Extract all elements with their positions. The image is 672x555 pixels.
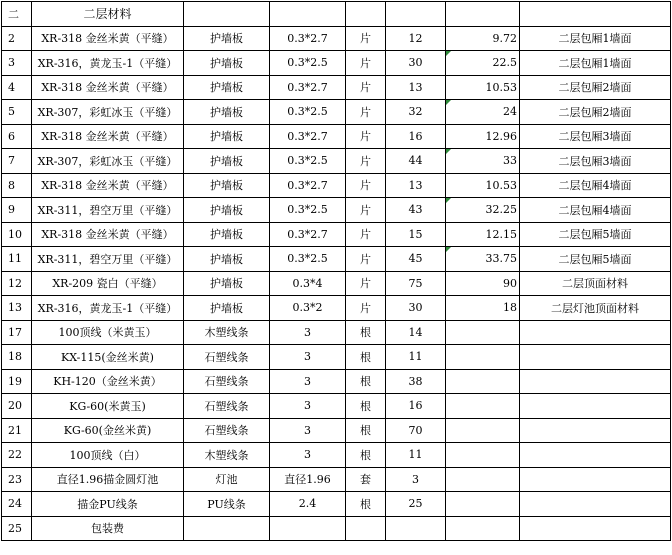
material-spec[interactable]: 0.3*2.5 bbox=[270, 149, 346, 174]
table-row bbox=[2, 26, 671, 51]
material-type[interactable] bbox=[184, 516, 270, 541]
amount-cell[interactable] bbox=[446, 516, 520, 541]
quantity-cell[interactable]: 13 bbox=[386, 75, 446, 100]
amount-cell[interactable]: 33.75 bbox=[446, 247, 520, 272]
material-name[interactable]: 直径1.96描金圆灯池 bbox=[32, 467, 184, 492]
quantity-cell[interactable]: 11 bbox=[386, 345, 446, 370]
material-spec[interactable]: 0.3*2.5 bbox=[270, 51, 346, 76]
table-row bbox=[2, 369, 671, 394]
amount-cell[interactable]: 10.53 bbox=[446, 173, 520, 198]
table-row bbox=[2, 198, 671, 223]
section-index[interactable]: 二 bbox=[2, 2, 32, 27]
material-type[interactable]: 石塑线条 bbox=[184, 418, 270, 443]
material-type[interactable]: 石塑线条 bbox=[184, 345, 270, 370]
material-spec[interactable]: 0.3*2.5 bbox=[270, 247, 346, 272]
material-name[interactable]: KG-60(米黄玉) bbox=[32, 394, 184, 419]
material-spec[interactable]: 直径1.96 bbox=[270, 467, 346, 492]
amount-cell[interactable] bbox=[446, 492, 520, 517]
row-number[interactable]: 2 bbox=[2, 26, 32, 51]
location-cell[interactable]: 二层顶面材料 bbox=[520, 271, 671, 296]
location-cell[interactable] bbox=[520, 394, 671, 419]
comment-indicator-icon bbox=[446, 51, 451, 56]
material-type[interactable]: 木塑线条 bbox=[184, 443, 270, 468]
location-cell[interactable]: 二层包厢2墙面 bbox=[520, 100, 671, 125]
material-name[interactable]: 100顶线（白） bbox=[32, 443, 184, 468]
material-spec[interactable]: 0.3*2 bbox=[270, 296, 346, 321]
unit-cell[interactable]: 片 bbox=[346, 198, 386, 223]
row-number[interactable]: 7 bbox=[2, 149, 32, 174]
quantity-cell[interactable]: 12 bbox=[386, 26, 446, 51]
row-number[interactable]: 10 bbox=[2, 222, 32, 247]
amount-cell[interactable] bbox=[446, 443, 520, 468]
quantity-cell[interactable]: 30 bbox=[386, 51, 446, 76]
location-cell[interactable]: 二层包厢3墙面 bbox=[520, 124, 671, 149]
material-type[interactable]: 护墙板 bbox=[184, 149, 270, 174]
material-type[interactable]: 护墙板 bbox=[184, 26, 270, 51]
material-name[interactable]: 描金PU线条 bbox=[32, 492, 184, 517]
row-number[interactable]: 18 bbox=[2, 345, 32, 370]
table-row bbox=[2, 418, 671, 443]
location-cell[interactable] bbox=[520, 345, 671, 370]
row-number[interactable]: 20 bbox=[2, 394, 32, 419]
unit-cell[interactable]: 片 bbox=[346, 51, 386, 76]
row-number[interactable]: 23 bbox=[2, 467, 32, 492]
unit-cell[interactable]: 片 bbox=[346, 222, 386, 247]
empty-cell[interactable] bbox=[346, 2, 386, 27]
material-type[interactable]: 护墙板 bbox=[184, 296, 270, 321]
location-cell[interactable]: 二层包厢5墙面 bbox=[520, 247, 671, 272]
comment-indicator-icon bbox=[446, 100, 451, 105]
material-spec[interactable]: 3 bbox=[270, 418, 346, 443]
empty-cell[interactable] bbox=[270, 2, 346, 27]
material-name[interactable]: 包装费 bbox=[32, 516, 184, 541]
row-number[interactable]: 19 bbox=[2, 369, 32, 394]
materials-table bbox=[1, 1, 671, 541]
material-spec[interactable]: 0.3*2.7 bbox=[270, 222, 346, 247]
unit-cell[interactable]: 片 bbox=[346, 26, 386, 51]
row-number[interactable]: 25 bbox=[2, 516, 32, 541]
material-name[interactable]: KX-115(金丝米黄) bbox=[32, 345, 184, 370]
row-number[interactable]: 21 bbox=[2, 418, 32, 443]
location-cell[interactable]: 二层包厢2墙面 bbox=[520, 75, 671, 100]
table-row bbox=[2, 443, 671, 468]
row-number[interactable]: 9 bbox=[2, 198, 32, 223]
location-cell[interactable]: 二层包厢4墙面 bbox=[520, 198, 671, 223]
material-spec[interactable]: 3 bbox=[270, 320, 346, 345]
quantity-cell[interactable]: 45 bbox=[386, 247, 446, 272]
material-name[interactable]: KG-60(金丝米黄) bbox=[32, 418, 184, 443]
table-row bbox=[2, 467, 671, 492]
location-cell[interactable]: 二层包厢1墙面 bbox=[520, 51, 671, 76]
quantity-cell[interactable]: 44 bbox=[386, 149, 446, 174]
material-name[interactable]: XR-316，黄龙玉-1（平缝） bbox=[32, 296, 184, 321]
table-row bbox=[2, 247, 671, 272]
table-row bbox=[2, 75, 671, 100]
location-cell[interactable] bbox=[520, 516, 671, 541]
material-name[interactable]: XR-307，彩虹冰玉（平缝） bbox=[32, 149, 184, 174]
amount-cell[interactable]: 18 bbox=[446, 296, 520, 321]
quantity-cell[interactable]: 14 bbox=[386, 320, 446, 345]
table-row bbox=[2, 100, 671, 125]
amount-cell[interactable] bbox=[446, 394, 520, 419]
comment-indicator-icon bbox=[446, 149, 451, 154]
material-name[interactable]: XR-318 金丝米黄（平缝） bbox=[32, 124, 184, 149]
empty-cell[interactable] bbox=[386, 2, 446, 27]
row-number[interactable]: 11 bbox=[2, 247, 32, 272]
amount-cell[interactable] bbox=[446, 467, 520, 492]
quantity-cell[interactable]: 13 bbox=[386, 173, 446, 198]
amount-cell[interactable]: 24 bbox=[446, 100, 520, 125]
location-cell[interactable] bbox=[520, 320, 671, 345]
material-type[interactable]: 护墙板 bbox=[184, 173, 270, 198]
table-row bbox=[2, 516, 671, 541]
material-spec[interactable]: 0.3*2.7 bbox=[270, 26, 346, 51]
amount-cell[interactable] bbox=[446, 320, 520, 345]
location-cell[interactable]: 二层包厢5墙面 bbox=[520, 222, 671, 247]
table-row bbox=[2, 296, 671, 321]
quantity-cell[interactable]: 43 bbox=[386, 198, 446, 223]
material-type[interactable]: 护墙板 bbox=[184, 247, 270, 272]
material-type[interactable]: 灯池 bbox=[184, 467, 270, 492]
amount-cell[interactable]: 22.5 bbox=[446, 51, 520, 76]
material-spec[interactable]: 0.3*2.5 bbox=[270, 100, 346, 125]
location-cell[interactable]: 二层包厢3墙面 bbox=[520, 149, 671, 174]
quantity-cell[interactable] bbox=[386, 516, 446, 541]
row-number[interactable]: 22 bbox=[2, 443, 32, 468]
material-type[interactable]: 石塑线条 bbox=[184, 394, 270, 419]
quantity-cell[interactable]: 38 bbox=[386, 369, 446, 394]
section-title[interactable]: 二层材料 bbox=[32, 2, 184, 27]
amount-cell[interactable]: 10.53 bbox=[446, 75, 520, 100]
amount-cell[interactable]: 32.25 bbox=[446, 198, 520, 223]
material-spec[interactable]: 0.3*2.7 bbox=[270, 173, 346, 198]
unit-cell[interactable] bbox=[346, 516, 386, 541]
material-spec[interactable]: 3 bbox=[270, 345, 346, 370]
quantity-cell[interactable]: 25 bbox=[386, 492, 446, 517]
location-cell[interactable] bbox=[520, 418, 671, 443]
empty-cell[interactable] bbox=[446, 2, 520, 27]
amount-cell[interactable]: 90 bbox=[446, 271, 520, 296]
amount-cell[interactable]: 33 bbox=[446, 149, 520, 174]
table-row bbox=[2, 51, 671, 76]
unit-cell[interactable]: 片 bbox=[346, 173, 386, 198]
location-cell[interactable] bbox=[520, 467, 671, 492]
row-number[interactable]: 4 bbox=[2, 75, 32, 100]
row-number[interactable]: 13 bbox=[2, 296, 32, 321]
material-spec[interactable]: 0.3*2.7 bbox=[270, 124, 346, 149]
location-cell[interactable] bbox=[520, 369, 671, 394]
unit-cell[interactable]: 根 bbox=[346, 320, 386, 345]
material-name[interactable]: XR-318 金丝米黄（平缝） bbox=[32, 173, 184, 198]
material-name[interactable]: XR-307，彩虹冰玉（平缝） bbox=[32, 100, 184, 125]
material-type[interactable]: 护墙板 bbox=[184, 271, 270, 296]
row-number[interactable]: 24 bbox=[2, 492, 32, 517]
unit-cell[interactable]: 片 bbox=[346, 75, 386, 100]
material-name[interactable]: 100顶线（米黄玉） bbox=[32, 320, 184, 345]
amount-cell[interactable] bbox=[446, 369, 520, 394]
unit-cell[interactable]: 根 bbox=[346, 369, 386, 394]
location-cell[interactable]: 二层包厢1墙面 bbox=[520, 26, 671, 51]
material-type[interactable]: 护墙板 bbox=[184, 198, 270, 223]
unit-cell[interactable]: 片 bbox=[346, 149, 386, 174]
unit-cell[interactable]: 根 bbox=[346, 394, 386, 419]
row-number[interactable]: 6 bbox=[2, 124, 32, 149]
quantity-cell[interactable]: 11 bbox=[386, 443, 446, 468]
material-type[interactable]: 护墙板 bbox=[184, 51, 270, 76]
material-name[interactable]: XR-311，碧空万里（平缝） bbox=[32, 247, 184, 272]
location-cell[interactable] bbox=[520, 443, 671, 468]
material-name[interactable]: KH-120（金丝米黄） bbox=[32, 369, 184, 394]
table-row bbox=[2, 271, 671, 296]
quantity-cell[interactable]: 16 bbox=[386, 394, 446, 419]
material-name[interactable]: XR-318 金丝米黄（平缝） bbox=[32, 26, 184, 51]
location-cell[interactable]: 二层灯池顶面材料 bbox=[520, 296, 671, 321]
unit-cell[interactable]: 片 bbox=[346, 124, 386, 149]
unit-cell[interactable]: 片 bbox=[346, 271, 386, 296]
material-type[interactable]: 木塑线条 bbox=[184, 320, 270, 345]
location-cell[interactable]: 二层包厢4墙面 bbox=[520, 173, 671, 198]
material-type[interactable]: 护墙板 bbox=[184, 124, 270, 149]
row-number[interactable]: 17 bbox=[2, 320, 32, 345]
unit-cell[interactable]: 根 bbox=[346, 418, 386, 443]
unit-cell[interactable]: 根 bbox=[346, 443, 386, 468]
material-spec[interactable] bbox=[270, 516, 346, 541]
amount-cell[interactable]: 12.96 bbox=[446, 124, 520, 149]
row-number[interactable]: 5 bbox=[2, 100, 32, 125]
unit-cell[interactable]: 根 bbox=[346, 345, 386, 370]
row-number[interactable]: 3 bbox=[2, 51, 32, 76]
material-type[interactable]: 石塑线条 bbox=[184, 369, 270, 394]
comment-indicator-icon bbox=[446, 198, 451, 203]
material-name[interactable]: XR-209 瓷白（平缝） bbox=[32, 271, 184, 296]
section-header-row bbox=[2, 2, 671, 27]
unit-cell[interactable]: 根 bbox=[346, 492, 386, 517]
table-row bbox=[2, 222, 671, 247]
table-row bbox=[2, 394, 671, 419]
amount-cell[interactable] bbox=[446, 345, 520, 370]
table-row bbox=[2, 345, 671, 370]
quantity-cell[interactable]: 3 bbox=[386, 467, 446, 492]
material-spec[interactable]: 0.3*2.5 bbox=[270, 198, 346, 223]
table-row bbox=[2, 173, 671, 198]
quantity-cell[interactable]: 32 bbox=[386, 100, 446, 125]
row-number[interactable]: 12 bbox=[2, 271, 32, 296]
material-spec[interactable]: 3 bbox=[270, 369, 346, 394]
amount-cell[interactable]: 9.72 bbox=[446, 26, 520, 51]
empty-cell[interactable] bbox=[520, 2, 671, 27]
material-type[interactable]: PU线条 bbox=[184, 492, 270, 517]
table-row bbox=[2, 124, 671, 149]
material-name[interactable]: XR-318 金丝米黄（平缝） bbox=[32, 75, 184, 100]
quantity-cell[interactable]: 75 bbox=[386, 271, 446, 296]
material-spec[interactable]: 0.3*2.7 bbox=[270, 75, 346, 100]
unit-cell[interactable]: 片 bbox=[346, 247, 386, 272]
quantity-cell[interactable]: 70 bbox=[386, 418, 446, 443]
table-row bbox=[2, 492, 671, 517]
amount-cell[interactable]: 12.15 bbox=[446, 222, 520, 247]
material-type[interactable]: 护墙板 bbox=[184, 75, 270, 100]
table-row bbox=[2, 320, 671, 345]
unit-cell[interactable]: 片 bbox=[346, 296, 386, 321]
table-row bbox=[2, 149, 671, 174]
unit-cell[interactable]: 片 bbox=[346, 100, 386, 125]
material-spec[interactable]: 0.3*4 bbox=[270, 271, 346, 296]
quantity-cell[interactable]: 30 bbox=[386, 296, 446, 321]
amount-cell[interactable] bbox=[446, 418, 520, 443]
quantity-cell[interactable]: 15 bbox=[386, 222, 446, 247]
material-name[interactable]: XR-318 金丝米黄（平缝） bbox=[32, 222, 184, 247]
row-number[interactable]: 8 bbox=[2, 173, 32, 198]
comment-indicator-icon bbox=[446, 247, 451, 252]
material-spec[interactable]: 3 bbox=[270, 443, 346, 468]
material-spec[interactable]: 2.4 bbox=[270, 492, 346, 517]
location-cell[interactable] bbox=[520, 492, 671, 517]
material-type[interactable]: 护墙板 bbox=[184, 222, 270, 247]
material-type[interactable]: 护墙板 bbox=[184, 100, 270, 125]
quantity-cell[interactable]: 16 bbox=[386, 124, 446, 149]
unit-cell[interactable]: 套 bbox=[346, 467, 386, 492]
material-name[interactable]: XR-316，黄龙玉-1（平缝） bbox=[32, 51, 184, 76]
material-name[interactable]: XR-311，碧空万里（平缝） bbox=[32, 198, 184, 223]
empty-cell[interactable] bbox=[184, 2, 270, 27]
material-spec[interactable]: 3 bbox=[270, 394, 346, 419]
